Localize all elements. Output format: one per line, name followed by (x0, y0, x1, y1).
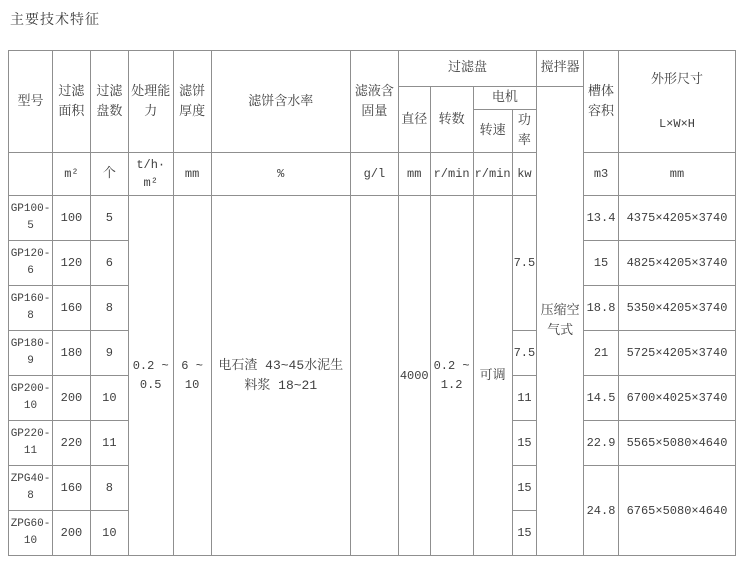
col-header-filtrate-solids: 滤液含固量 (350, 51, 398, 153)
cell-tank: 18.8 (584, 286, 619, 331)
cell-discs: 5 (90, 196, 128, 241)
cell-model: ZPG60-10 (9, 511, 53, 556)
cell-dims-merged: 6765×5080×4640 (619, 466, 736, 556)
dimensions-label: 外形尺寸 (650, 71, 703, 87)
cell-rotation-merged: 0.2 ~ 1.2 (430, 196, 473, 556)
unit-rotation: r/min (430, 153, 473, 196)
cell-area: 160 (52, 286, 90, 331)
cell-model: ZPG40-8 (9, 466, 53, 511)
cell-tank-merged: 24.8 (584, 466, 619, 556)
cell-area: 200 (52, 511, 90, 556)
cell-diameter-merged: 4000 (398, 196, 430, 556)
col-header-disc-count: 过滤盘数 (90, 51, 128, 153)
page-title: 主要技术特征 (10, 13, 100, 29)
cell-model: GP200-10 (9, 376, 53, 421)
unit-filter-area: m² (52, 153, 90, 196)
cell-dims: 6700×4025×3740 (619, 376, 736, 421)
cell-power: 11 (512, 376, 537, 421)
dimensions-spacer (620, 87, 734, 117)
col-header-cake-thickness: 滤饼厚度 (173, 51, 211, 153)
cell-dims: 5565×5080×4640 (619, 421, 736, 466)
cell-discs: 11 (90, 421, 128, 466)
cell-dims: 4375×4205×3740 (619, 196, 736, 241)
unit-dimensions: mm (619, 153, 736, 196)
unit-cake-thickness: mm (173, 153, 211, 196)
unit-capacity: t/h· m² (128, 153, 173, 196)
cell-dims: 5725×4205×3740 (619, 331, 736, 376)
col-header-capacity: 处理能力 (128, 51, 173, 153)
col-header-rotation: 转数 (430, 87, 473, 153)
unit-motor-power: kw (512, 153, 537, 196)
cell-discs: 9 (90, 331, 128, 376)
cell-cake-moisture-merged: 电石渣 43~45水泥生料浆 18~21 (211, 196, 350, 556)
col-header-agitator: 搅拌器 (537, 51, 584, 87)
col-header-diameter: 直径 (398, 87, 430, 153)
cell-power: 7.5 (512, 331, 537, 376)
cell-area: 220 (52, 421, 90, 466)
dimensions-formula: L×W×H (658, 117, 695, 132)
cell-model: GP220-11 (9, 421, 53, 466)
unit-disc-count: 个 (90, 153, 128, 196)
cell-discs: 10 (90, 511, 128, 556)
cell-model: GP100-5 (9, 196, 53, 241)
cell-cake-thickness-merged: 6 ~ 10 (173, 196, 211, 556)
cell-area: 100 (52, 196, 90, 241)
col-group-motor: 电机 (473, 87, 537, 110)
technical-spec-table (8, 50, 736, 556)
cell-agitator-type: 压缩空气式 (537, 87, 584, 556)
cell-model: GP180-9 (9, 331, 53, 376)
col-header-tank-volume: 槽体容积 (584, 51, 619, 153)
cell-area: 180 (52, 331, 90, 376)
units-row (9, 153, 736, 196)
cell-dims: 5350×4205×3740 (619, 286, 736, 331)
cell-model: GP120-6 (9, 241, 53, 286)
cell-tank: 15 (584, 241, 619, 286)
cell-area: 120 (52, 241, 90, 286)
cell-area: 160 (52, 466, 90, 511)
unit-cake-moisture: % (211, 153, 350, 196)
cell-tank: 21 (584, 331, 619, 376)
cell-discs: 10 (90, 376, 128, 421)
cell-power: 7.5 (512, 196, 537, 331)
cell-filtrate-solids-merged (350, 196, 398, 556)
cell-power: 15 (512, 511, 537, 556)
unit-tank-volume: m3 (584, 153, 619, 196)
col-header-motor-power: 功率 (512, 110, 537, 153)
cell-tank: 14.5 (584, 376, 619, 421)
cell-power: 15 (512, 421, 537, 466)
unit-model (9, 153, 53, 196)
header-row-1 (9, 51, 736, 87)
unit-diameter: mm (398, 153, 430, 196)
cell-motor-speed-merged: 可调 (473, 196, 512, 556)
cell-area: 200 (52, 376, 90, 421)
cell-model: GP160-8 (9, 286, 53, 331)
cell-capacity-merged: 0.2 ~ 0.5 (128, 196, 173, 556)
unit-filtrate-solids: g/l (350, 153, 398, 196)
col-header-cake-moisture: 滤饼含水率 (211, 51, 350, 153)
cell-discs: 8 (90, 286, 128, 331)
col-header-model: 型号 (9, 51, 53, 153)
table-row (9, 196, 736, 241)
col-group-filter-disc: 过滤盘 (398, 51, 536, 87)
col-header-motor-speed: 转速 (473, 110, 512, 153)
cell-dims: 4825×4205×3740 (619, 241, 736, 286)
cell-tank: 22.9 (584, 421, 619, 466)
col-header-filter-area: 过滤面积 (52, 51, 90, 153)
unit-motor-speed: r/min (473, 153, 512, 196)
cell-discs: 6 (90, 241, 128, 286)
cell-power: 15 (512, 466, 537, 511)
col-header-dimensions (619, 51, 736, 153)
cell-discs: 8 (90, 466, 128, 511)
cell-tank: 13.4 (584, 196, 619, 241)
